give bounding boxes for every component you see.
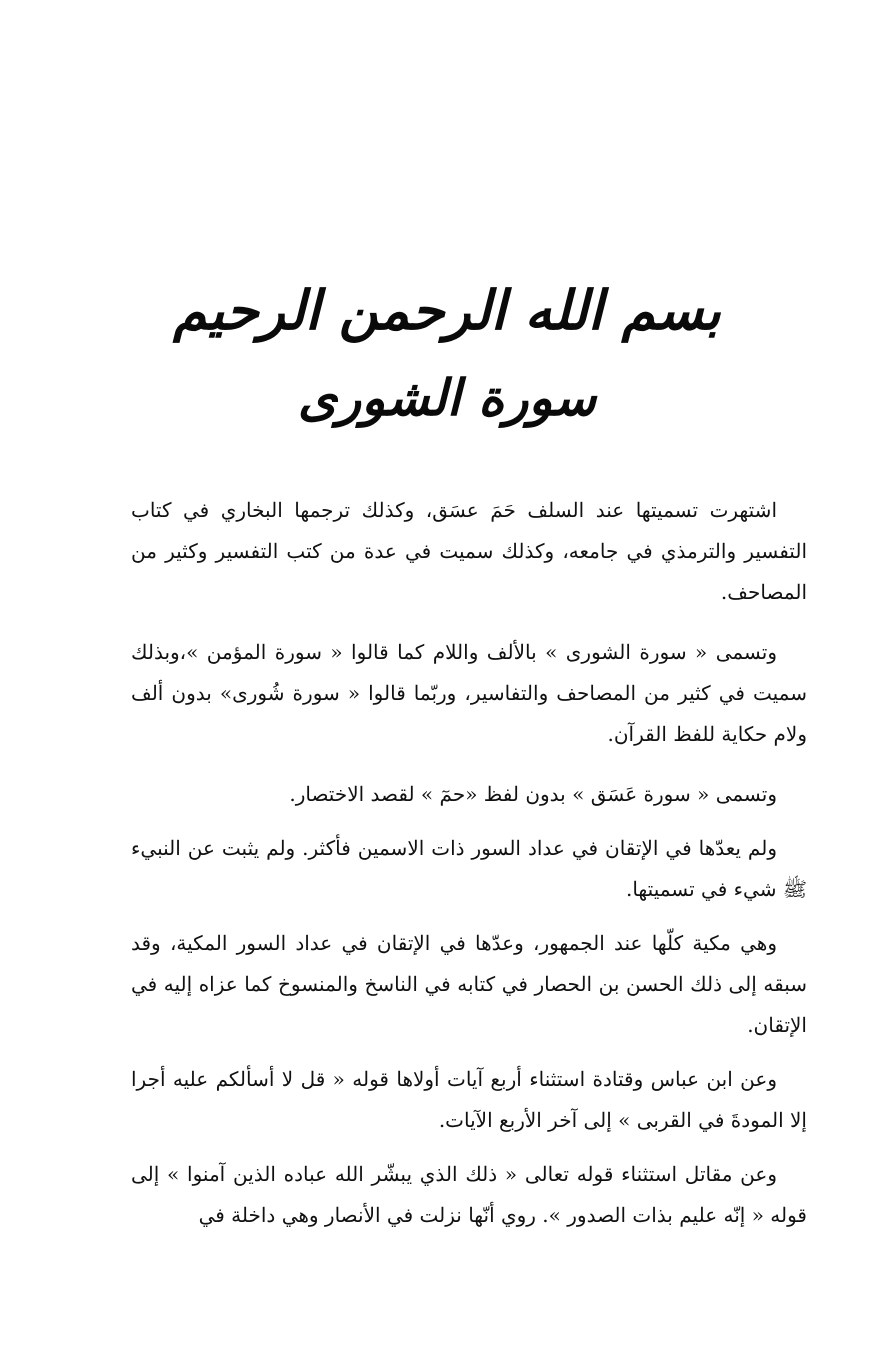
paragraph-naming-salaf: اشتهرت تسميتها عند السلف حَمَ عسَق، وكذلك ترجمها البخاري في كتاب التفسير والترمذي في جامعه، وكذلك سميت في عدة من كتب التفسير وكثير من المصاحف.	[131, 498, 807, 604]
paragraph-ibn-abbas: وعن ابن عباس وقتادة استثناء أربع آيات أولاها قوله « قل لا أسألكم عليه أجرا إلا المودةَ في القربى » إلى آخر الأربع الآيات.	[131, 1067, 807, 1132]
paragraph-makki: وهي مكية كلّها عند الجمهور، وعدّها في الإتقان في عداد السور المكية، وقد سبقه إلى ذلك الحسن بن الحصار في كتابه في الناسخ والمنسوخ كما عزاه إليه في الإتقان.	[131, 931, 807, 1037]
body-text	[131, 490, 807, 1249]
paragraph-itqan: ولم يعدّها في الإتقان في عداد السور ذات الاسمين فأكثر. ولم يثبت عن النبيء ﷺ شيء في تسميتها.	[131, 836, 807, 901]
paragraph-naming-shura: وتسمى « سورة الشورى » بالألف واللام كما قالوا « سورة المؤمن »،وبذلك سميت في كثير من المصاحف والتفاسير، وربّما قالوا « سورة شُورى» بدون ألف ولام حكاية للفظ القرآن.	[131, 640, 807, 746]
paragraph-muqatil: وعن مقاتل استثناء قوله تعالى « ذلك الذي يبشّر الله عباده الذين آمنوا » إلى قوله « إنّه عليم بذات الصدور ». روي أنّها نزلت في الأنصار وهي داخلة في	[131, 1162, 807, 1227]
basmala-heading: بسم الله الرحمن الرحيم	[173, 278, 721, 342]
paragraph-naming-asaq: وتسمى « سورة عَسَق » بدون لفظ «حمٓ » لقصد الاختصار.	[289, 782, 777, 806]
sura-title: سورة الشورى	[297, 368, 597, 427]
